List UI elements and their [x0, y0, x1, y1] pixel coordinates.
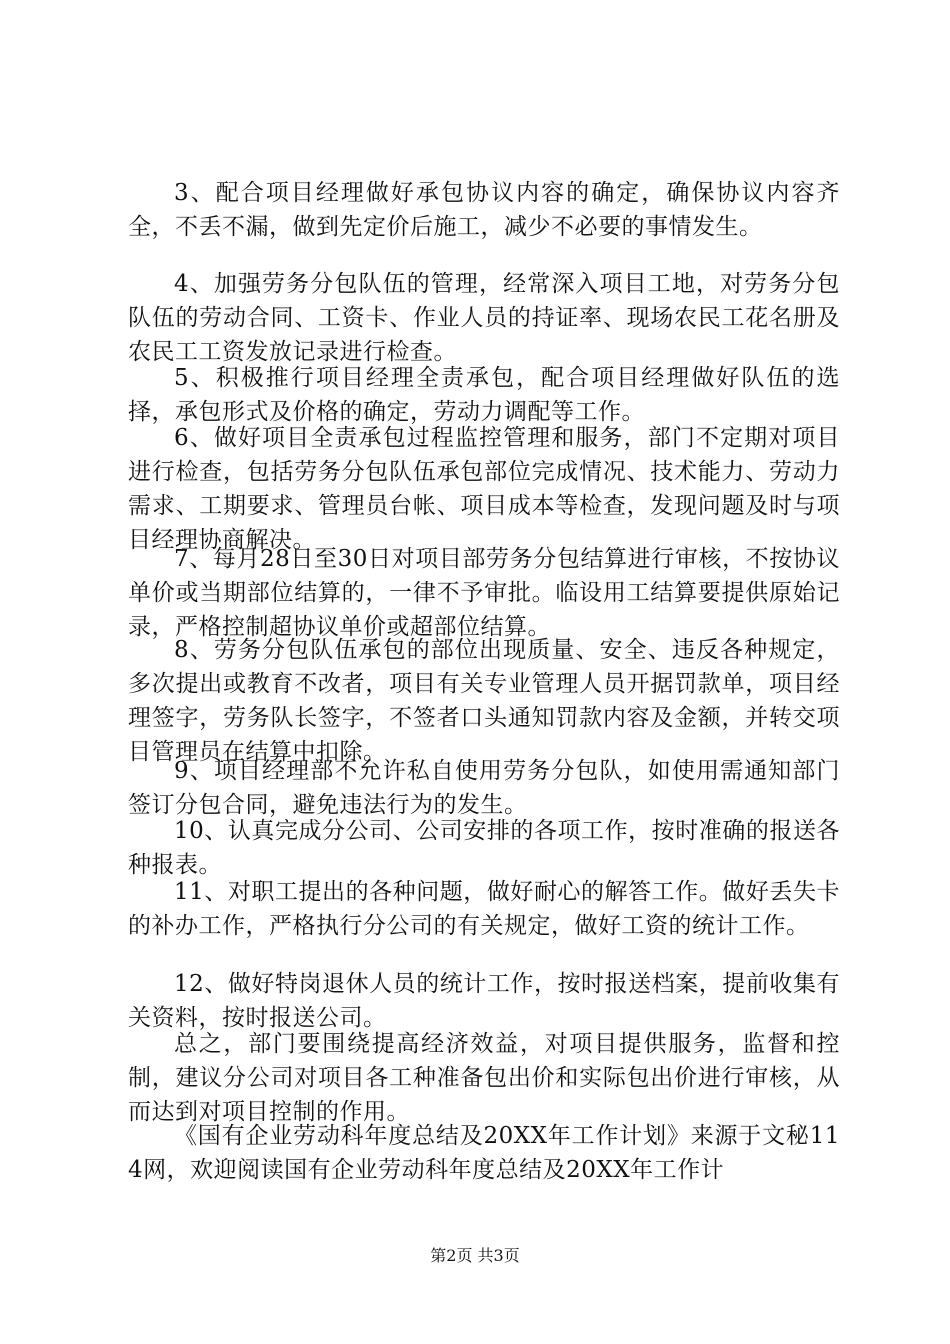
paragraph-summary: 总之，部门要围绕提高经济效益，对项目提供服务，监督和控制，建议分公司对项目各工种准备包出价和实际包出价进行审核，从而达到对项目控制的作用。: [128, 1031, 840, 1125]
paragraph-item-6: 6、做好项目全责承包过程监控管理和服务，部门不定期对项目进行检查，包括劳务分包队伍承包部位完成情况、技术能力、劳动力需求、工期要求、管理员台帐、项目成本等检查，发现问题及时与项目经理协商解决。: [128, 425, 840, 553]
paragraph-item-11: 11、对职工提出的各种问题，做好耐心的解答工作。做好丢失卡的补办工作，严格执行分公司的有关规定，做好工资的统计工作。: [128, 879, 840, 939]
paragraph-item-10: 10、认真完成分公司、公司安排的各项工作，按时准确的报送各种报表。: [128, 818, 840, 878]
paragraph-item-4: 4、加强劳务分包队伍的管理，经常深入项目工地，对劳务分包队伍的劳动合同、工资卡、作业人员的持证率、现场农民工花名册及农民工工资发放记录进行检查。: [128, 271, 840, 365]
paragraph-item-7: 7、每月28日至30日对项目部劳务分包结算进行审核，不按协议单价或当期部位结算的，一律不予审批。临设用工结算要提供原始记录，严格控制超协议单价或超部位结算。: [128, 546, 840, 640]
paragraph-item-12: 12、做好特岗退休人员的统计工作，按时报送档案，提前收集有关资料，按时报送公司。: [128, 971, 840, 1031]
paragraph-item-9: 9、项目经理部不允许私自使用劳务分包队，如使用需通知部门签订分包合同，避免违法行为的发生。: [128, 758, 840, 818]
page-footer: 第2页 共3页: [430, 1246, 520, 1265]
paragraph-item-8: 8、劳务分包队伍承包的部位出现质量、安全、违反各种规定，多次提出或教育不改者，项目有关专业管理人员开据罚款单，项目经理签字，劳务队长签字，不签者口头通知罚款内容及金额，并转交项目管理员在结算中扣除。: [128, 637, 840, 765]
paragraph-item-3: 3、配合项目经理做好承包协议内容的确定，确保协议内容齐全，不丢不漏，做到先定价后施工，减少不必要的事情发生。: [128, 180, 840, 240]
paragraph-source-note: 《国有企业劳动科年度总结及20XX年工作计划》来源于文秘114网，欢迎阅读国有企业劳动科年度总结及20XX年工作计: [128, 1123, 840, 1183]
paragraph-item-5: 5、积极推行项目经理全责承包，配合项目经理做好队伍的选择，承包形式及价格的确定，劳动力调配等工作。: [128, 365, 840, 425]
